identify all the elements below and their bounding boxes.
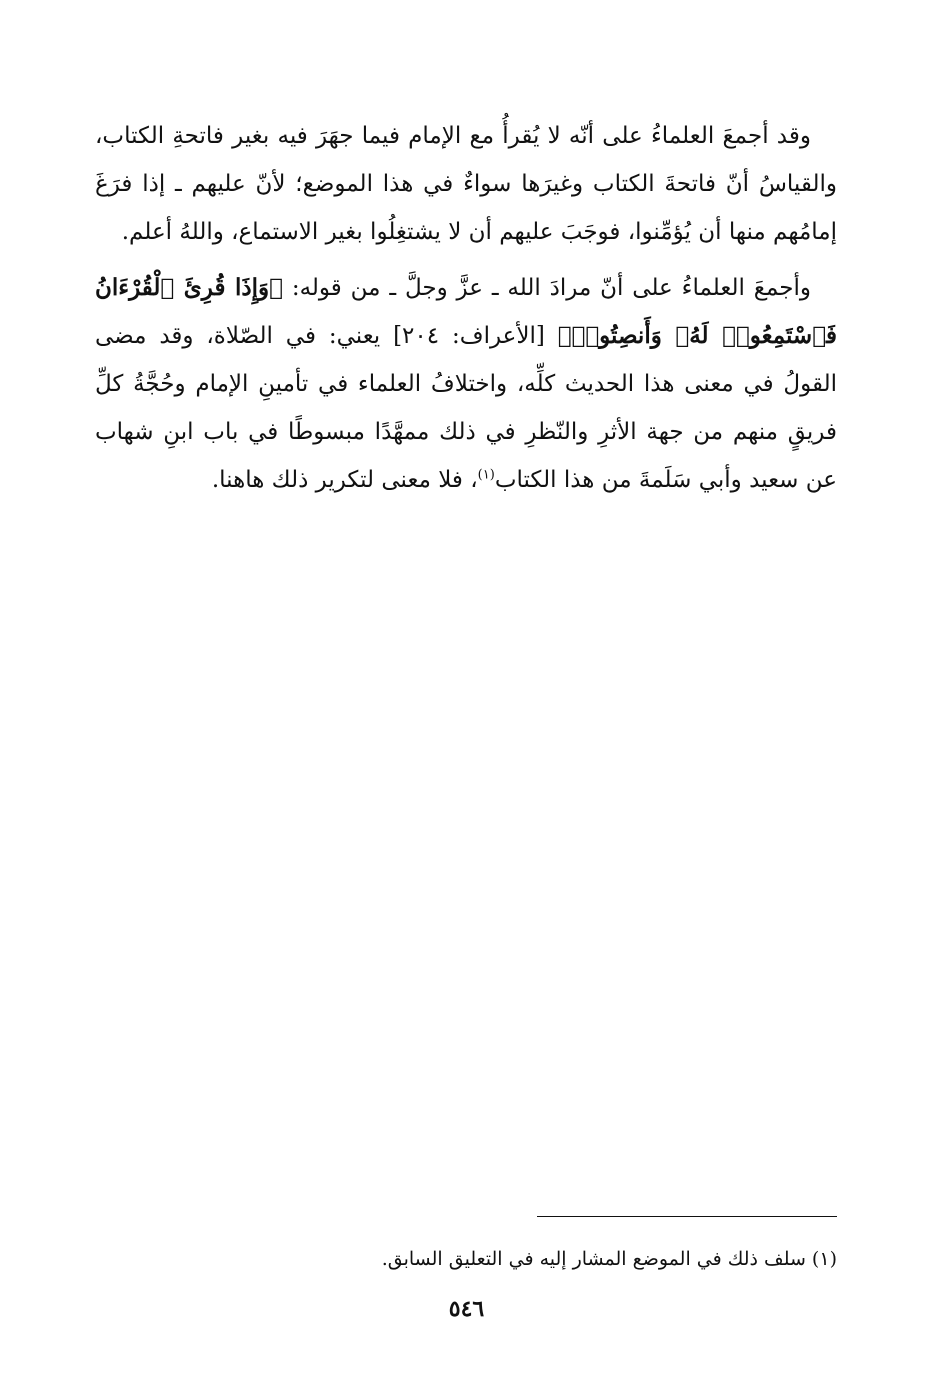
footnote-separator-line	[537, 1216, 837, 1217]
paragraph-ending-text: ، فلا معنى لتكرير ذلك هاهنا.	[211, 467, 478, 493]
paragraph-consensus-reading: وقد أجمعَ العلماءُ على أنّه لا يُقرأُ مع الإمام فيما جهَرَ فيه بغير فاتحةِ الكتاب، والقياسُ أنّ فاتحةَ الكتاب وغيرَها سواءٌ في هذا الموضع؛ لأنّ عليهم ـ إذا فرَغَ إمامُهم منها أن يُؤمِّنوا، فوجَبَ عليهم أن لا يشتغِلُوا بغير الاستماع، واللهُ أعلم.	[95, 123, 837, 245]
paragraph-consensus-listening	[95, 264, 837, 504]
paragraph-continuation-text: [الأعراف: ٢٠٤] يعني: في الصّلاة، وقد مضى القولُ في معنى هذا الحديث كلِّه، واختلافُ العلماء في تأمينِ الإمام وحُجَّةُ كلِّ فريقٍ منهم من جهة الأثرِ والنّظرِ في ذلك ممهَّدًا مبسوطًا في باب ابنِ شهاب عن سعيد وأبي سَلَمةَ من هذا الكتاب	[95, 323, 837, 493]
footnote-reference-marker[interactable]: (١)	[477, 467, 495, 483]
footnote: (١) سلف ذلك في الموضع المشار إليه في التعليق السابق.	[381, 1248, 837, 1270]
quran-verse: ﴿وَإِذَا قُرِئَ ٱلْقُرْءَانُ فَٱسْتَمِعُوا۟ لَهُۥ وَأَنصِتُوا۟﴾	[95, 274, 838, 349]
main-text	[95, 112, 837, 512]
paragraph-intro-text: وأجمعَ العلماءُ على أنّ مرادَ الله ـ عزَّ وجلَّ ـ من قوله:	[282, 275, 811, 301]
page-number: ٥٤٦	[448, 1296, 485, 1322]
